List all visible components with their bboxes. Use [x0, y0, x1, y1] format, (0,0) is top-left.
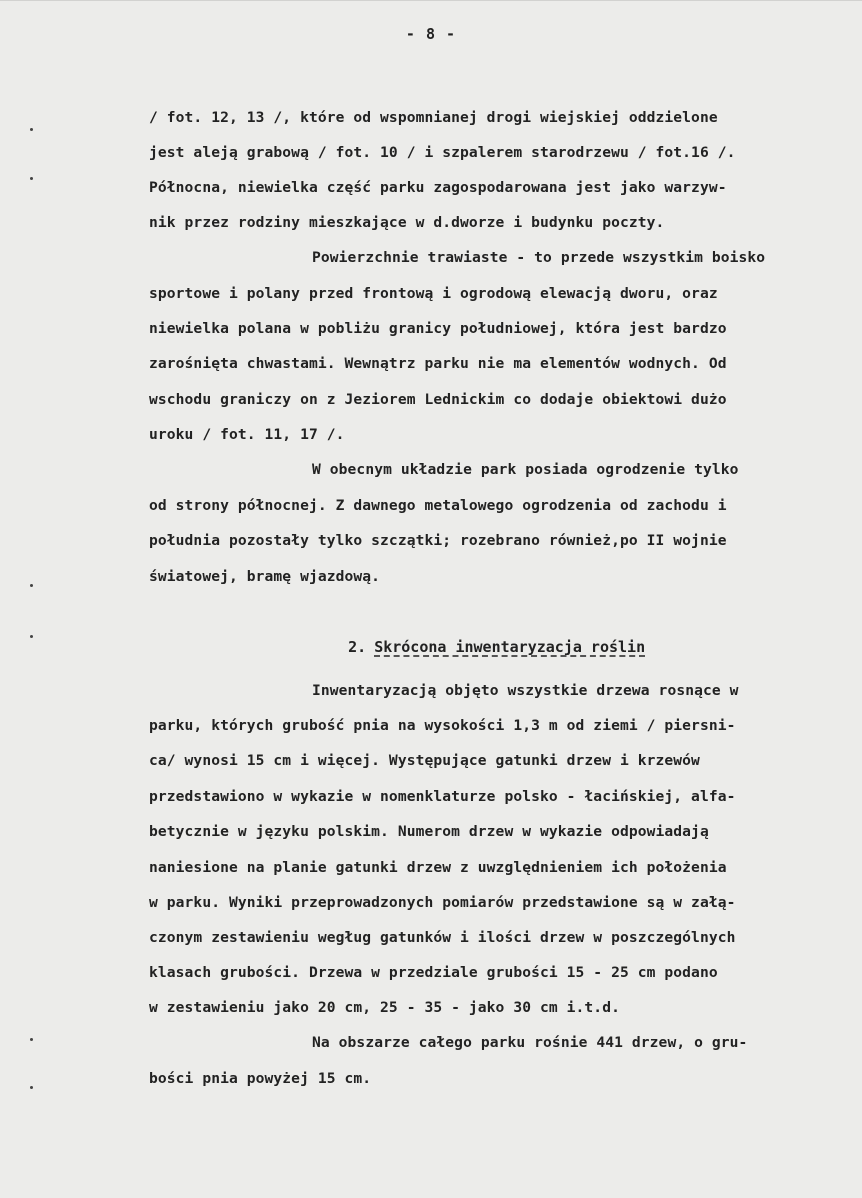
text-line: bości pnia powyżej 15 cm.: [149, 1070, 372, 1087]
text-line: naniesione na planie gatunki drzew z uwzględnieniem ich położenia: [149, 859, 727, 876]
text-line: / fot. 12, 13 /, które od wspomnianej drogi wiejskiej oddzielone: [149, 109, 718, 126]
text-line: południa pozostały tylko szczątki; rozebrano również,po II wojnie: [149, 532, 727, 549]
text-line: wschodu graniczy on z Jeziorem Lednickim co dodaje obiektowi dużo: [149, 391, 727, 408]
section-number: 2.: [348, 638, 367, 656]
text-line: ca/ wynosi 15 cm i więcej. Występujące gatunki drzew i krzewów: [149, 752, 700, 769]
text-line: przedstawiono w wykazie w nomenklaturze polsko - łacińskiej, alfa-: [149, 788, 736, 805]
text-line: w parku. Wyniki przeprowadzonych pomiarów przedstawione są w załą-: [149, 894, 736, 911]
text-line: Inwentaryzacją objęto wszystkie drzewa rosnące w: [312, 682, 739, 699]
text-line: W obecnym układzie park posiada ogrodzenie tylko: [312, 461, 739, 478]
margin-dot: [30, 1038, 33, 1041]
margin-dot: [30, 1086, 33, 1089]
margin-dot: [30, 128, 33, 131]
text-line: niewielka polana w pobliżu granicy południowej, która jest bardzo: [149, 320, 727, 337]
section-title: Skrócona inwentaryzacja roślin: [374, 638, 646, 656]
text-line: Na obszarze całego parku rośnie 441 drzew, o gru-: [312, 1034, 748, 1051]
text-line: światowej, bramę wjazdową.: [149, 568, 381, 585]
text-line: sportowe i polany przed frontową i ogrodową elewacją dworu, oraz: [149, 285, 718, 302]
text-line: Północna, niewielka część parku zagospodarowana jest jako warzyw-: [149, 179, 727, 196]
page-number: - 8 -: [405, 25, 457, 43]
text-line: parku, których grubość pnia na wysokości 1,3 m od ziemi / piersni-: [149, 717, 736, 734]
text-line: w zestawieniu jako 20 cm, 25 - 35 - jako 30 cm i.t.d.: [149, 999, 620, 1016]
text-line: betycznie w języku polskim. Numerom drzew w wykazie odpowiadają: [149, 823, 709, 840]
text-line: zarośnięta chwastami. Wewnątrz parku nie ma elementów wodnych. Od: [149, 355, 727, 372]
margin-dot: [30, 584, 33, 587]
text-line: klasach grubości. Drzewa w przedziale grubości 15 - 25 cm podano: [149, 964, 718, 981]
text-line: jest aleją grabową / fot. 10 / i szpalerem starodrzewu / fot.16 /.: [149, 144, 736, 161]
text-line: Powierzchnie trawiaste - to przede wszystkim boisko: [312, 249, 766, 266]
margin-dot: [30, 177, 33, 180]
text-line: od strony północnej. Z dawnego metalowego ogrodzenia od zachodu i: [149, 497, 727, 514]
text-line: uroku / fot. 11, 17 /.: [149, 426, 345, 443]
section-heading: [312, 617, 645, 677]
text-line: czonym zestawieniu wegług gatunków i ilości drzew w poszczególnych: [149, 929, 736, 946]
text-line: nik przez rodziny mieszkające w d.dworze i budynku poczty.: [149, 214, 665, 231]
margin-dot: [30, 635, 33, 638]
